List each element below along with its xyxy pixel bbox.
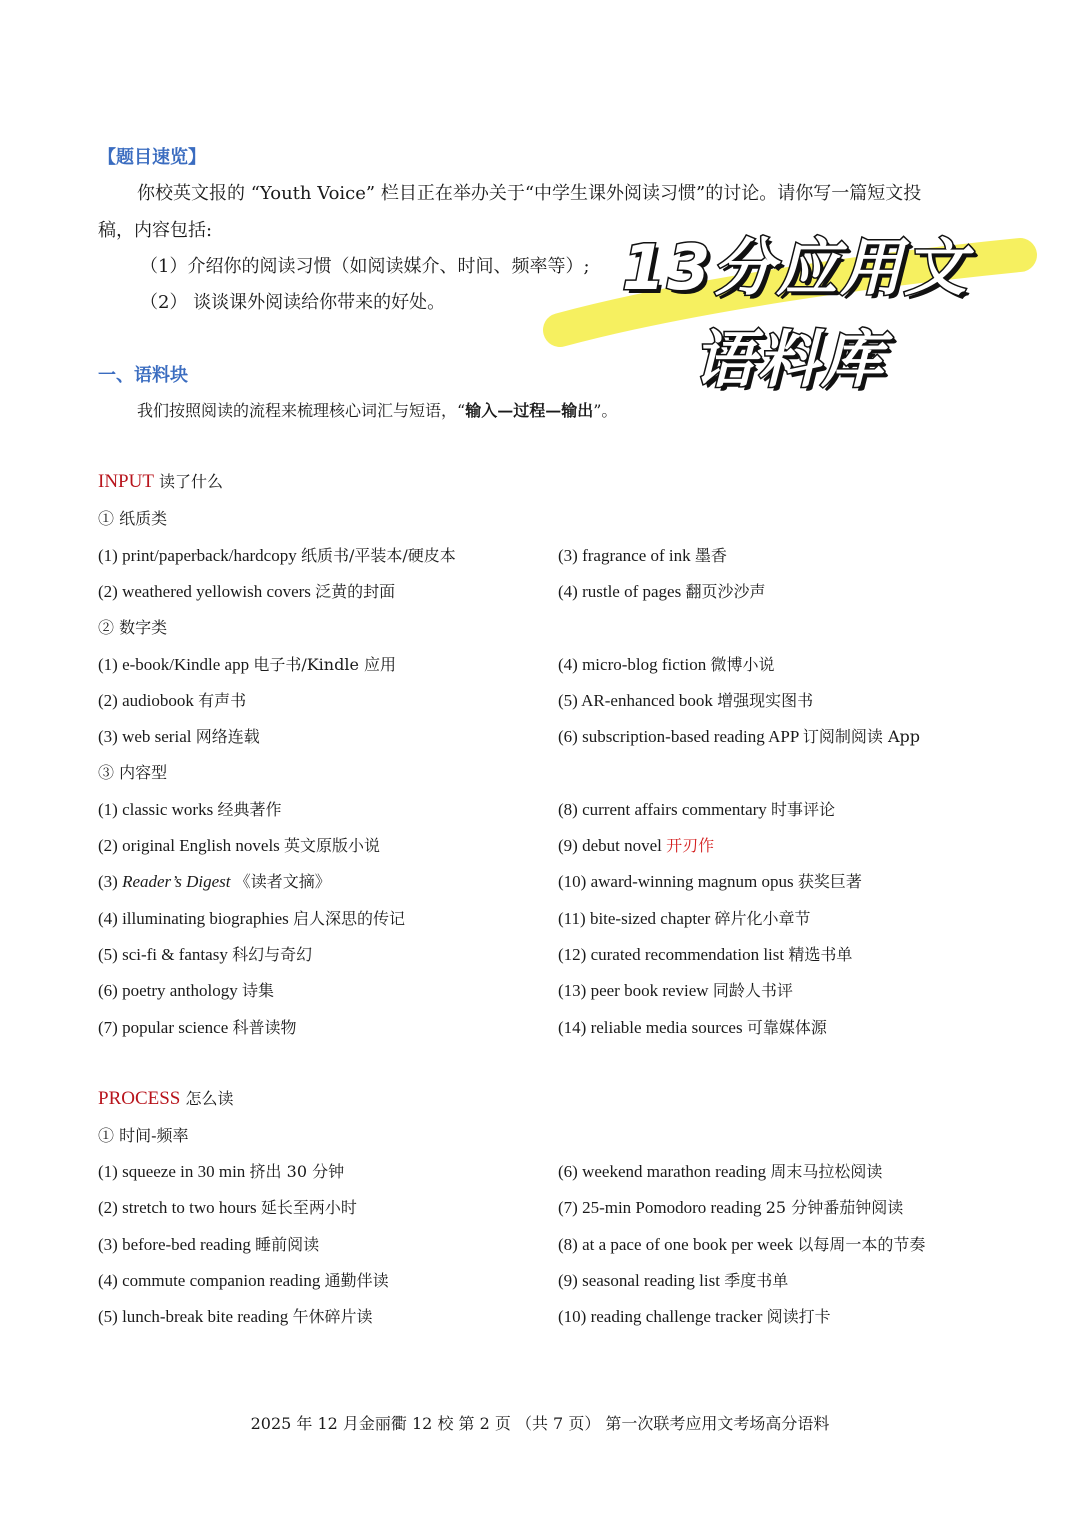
list-item: (6) weekend marathon reading 周末马拉松阅读 bbox=[558, 1162, 883, 1181]
list-item: (1) e-book/Kindle app 电子书/Kindle 应用 bbox=[98, 655, 397, 674]
list-item: (14) reliable media sources 可靠媒体源 bbox=[558, 1018, 827, 1037]
section-intro: 我们按照阅读的流程来梳理核心词汇与短语，“输入—过程—输出”。 bbox=[137, 401, 618, 420]
list-item: (2) original English novels 英文原版小说 bbox=[98, 836, 381, 855]
page-footer: 2025 年 12 月金丽衢 12 校 第 2 页 （共 7 页） 第一次联考应用文考场高分语料 bbox=[250, 1414, 830, 1433]
list-item: (12) curated recommendation list 精选书单 bbox=[558, 945, 853, 964]
stamp-title-line2: 语料库 bbox=[693, 323, 886, 396]
list-item: (5) AR-enhanced book 增强现实图书 bbox=[558, 691, 814, 710]
list-item: (10) award-winning magnum opus 获奖巨著 bbox=[558, 872, 862, 891]
section-intro-bold: 输入—过程—输出 bbox=[465, 401, 594, 420]
list-item: (2) weathered yellowish covers 泛黄的封面 bbox=[98, 582, 396, 601]
list-item: (7) 25-min Pomodoro reading 25 分钟番茄钟阅读 bbox=[558, 1198, 904, 1217]
list-item: (5) sci-fi & fantasy 科幻与奇幻 bbox=[98, 945, 313, 964]
list-item: (5) lunch-break bite reading 午休碎片读 bbox=[98, 1307, 373, 1326]
input-heading: INPUT 读了什么 bbox=[98, 471, 224, 492]
list-item: (1) squeeze in 30 min 挤出 30 分钟 bbox=[98, 1162, 345, 1181]
list-item: (1) print/paperback/hardcopy 纸质书/平装本/硬皮本 bbox=[98, 546, 456, 565]
list-item: (3) fragrance of ink 墨香 bbox=[558, 546, 727, 565]
list-item: (10) reading challenge tracker 阅读打卡 bbox=[558, 1307, 831, 1326]
list-item: (4) commute companion reading 通勤伴读 bbox=[98, 1271, 389, 1290]
list-item: (4) illuminating biographies 启人深思的传记 bbox=[98, 909, 406, 928]
list-item: (3) before-bed reading 睡前阅读 bbox=[98, 1235, 320, 1254]
process-group-time: ① 时间-频率 bbox=[98, 1126, 189, 1145]
list-item: (8) at a pace of one book per week 以每周一本的节奏 bbox=[558, 1235, 926, 1254]
list-item: (6) subscription-based reading APP 订阅制阅读 App bbox=[558, 727, 921, 746]
list-item: (2) stretch to two hours 延长至两小时 bbox=[98, 1198, 357, 1217]
list-item: (11) bite-sized chapter 碎片化小章节 bbox=[558, 909, 811, 928]
overview-item-1: （1）介绍你的阅读习惯（如阅读媒介、时间、频率等）; bbox=[140, 256, 590, 277]
list-item: (3) web serial 网络连载 bbox=[98, 727, 260, 746]
process-heading: PROCESS 怎么读 bbox=[98, 1088, 234, 1109]
list-item: (6) poetry anthology 诗集 bbox=[98, 981, 275, 1000]
list-item: (13) peer book review 同龄人书评 bbox=[558, 981, 793, 1000]
overview-para-line1: 你校英文报的 “Youth Voice” 栏目正在举办关于“中学生课外阅读习惯”的讨论。请你写一篇短文投 bbox=[137, 183, 922, 204]
input-group-paper: ① 纸质类 bbox=[98, 509, 168, 528]
stamp-title-line1: 13分应用文 bbox=[622, 231, 969, 304]
list-item: (8) current affairs commentary 时事评论 bbox=[558, 800, 836, 819]
input-group-content: ③ 内容型 bbox=[98, 763, 168, 782]
list-item: (4) rustle of pages 翻页沙沙声 bbox=[558, 582, 766, 601]
section-heading: 一、语料块 bbox=[98, 365, 188, 386]
list-item: (9) debut novel 开刃作 bbox=[558, 836, 715, 855]
overview-item-2: （2） 谈谈课外阅读给你带来的好处。 bbox=[140, 292, 446, 313]
list-item: (3) Reader’s Digest 《读者文摘》 bbox=[98, 872, 331, 891]
list-item: (2) audiobook 有声书 bbox=[98, 691, 247, 710]
list-item: (4) micro-blog fiction 微博小说 bbox=[558, 655, 775, 674]
overview-heading: 【题目速览】 bbox=[98, 147, 206, 168]
overview-para-line2: 稿，内容包括: bbox=[98, 220, 213, 241]
list-item: (9) seasonal reading list 季度书单 bbox=[558, 1271, 789, 1290]
input-group-digital: ② 数字类 bbox=[98, 618, 168, 637]
list-item: (1) classic works 经典著作 bbox=[98, 800, 282, 819]
list-item: (7) popular science 科普读物 bbox=[98, 1018, 297, 1037]
